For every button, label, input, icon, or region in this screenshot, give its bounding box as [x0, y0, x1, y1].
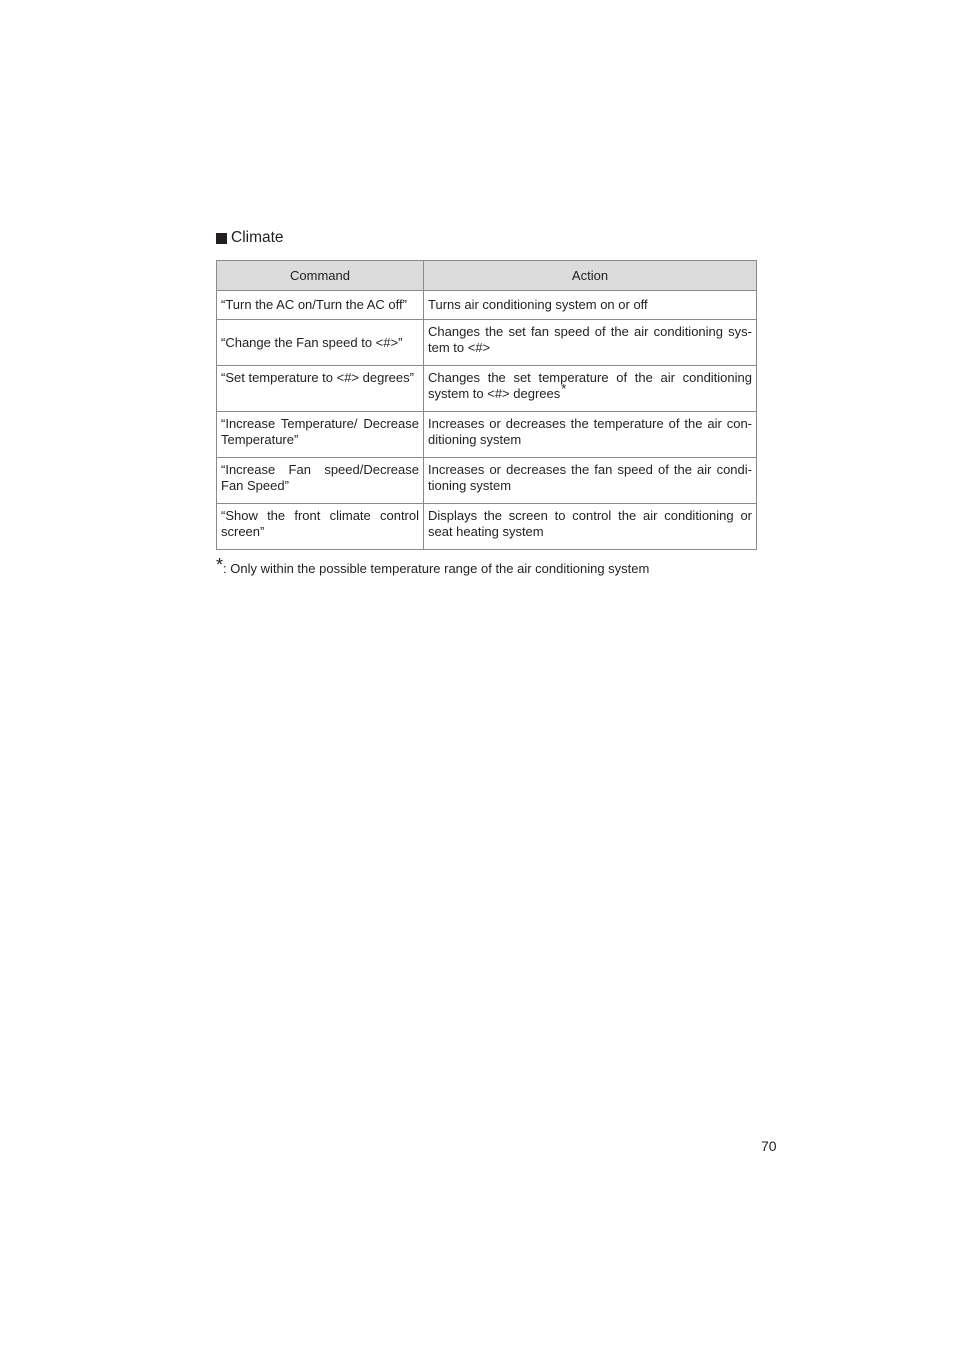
table-row	[217, 366, 757, 412]
table-row	[217, 291, 757, 320]
action-cell	[424, 366, 757, 412]
table-row	[217, 458, 757, 504]
column-header-action: Action	[424, 261, 757, 291]
footnote-text: : Only within the possible temperature range of the air conditioning system	[223, 561, 650, 576]
column-header-command: Command	[217, 261, 424, 291]
climate-command-table	[216, 260, 757, 550]
command-cell: “Change the Fan speed to <#>”	[217, 320, 424, 366]
command-cell: “Set temperature to <#> degrees”	[217, 366, 424, 412]
section-heading	[216, 229, 284, 247]
square-bullet-icon	[216, 233, 227, 244]
command-cell: “Turn the AC on/Turn the AC off”	[217, 291, 424, 320]
table-row	[217, 504, 757, 550]
footnote-reference: *	[561, 381, 567, 396]
table-row	[217, 412, 757, 458]
action-cell: Turns air conditioning system on or off	[424, 291, 757, 320]
page-number: 70	[761, 1138, 777, 1154]
action-cell: Changes the set fan speed of the air conditioning sys-tem to <#>	[424, 320, 757, 366]
command-cell: “Increase Temperature/ Decrease Temperature”	[217, 412, 424, 458]
command-cell: “Increase Fan speed/Decrease Fan Speed”	[217, 458, 424, 504]
table-header-row	[217, 261, 757, 291]
action-cell: Increases or decreases the temperature of the air con-ditioning system	[424, 412, 757, 458]
footnote-marker: *	[216, 555, 224, 575]
action-cell: Displays the screen to control the air conditioning or seat heating system	[424, 504, 757, 550]
command-cell: “Show the front climate control screen”	[217, 504, 424, 550]
action-text: Changes the set temperature of the air conditioning system to <#> degrees	[428, 370, 752, 401]
table-row	[217, 320, 757, 366]
section-title: Climate	[231, 229, 284, 246]
footnote	[216, 557, 649, 578]
action-cell: Increases or decreases the fan speed of the air condi-tioning system	[424, 458, 757, 504]
